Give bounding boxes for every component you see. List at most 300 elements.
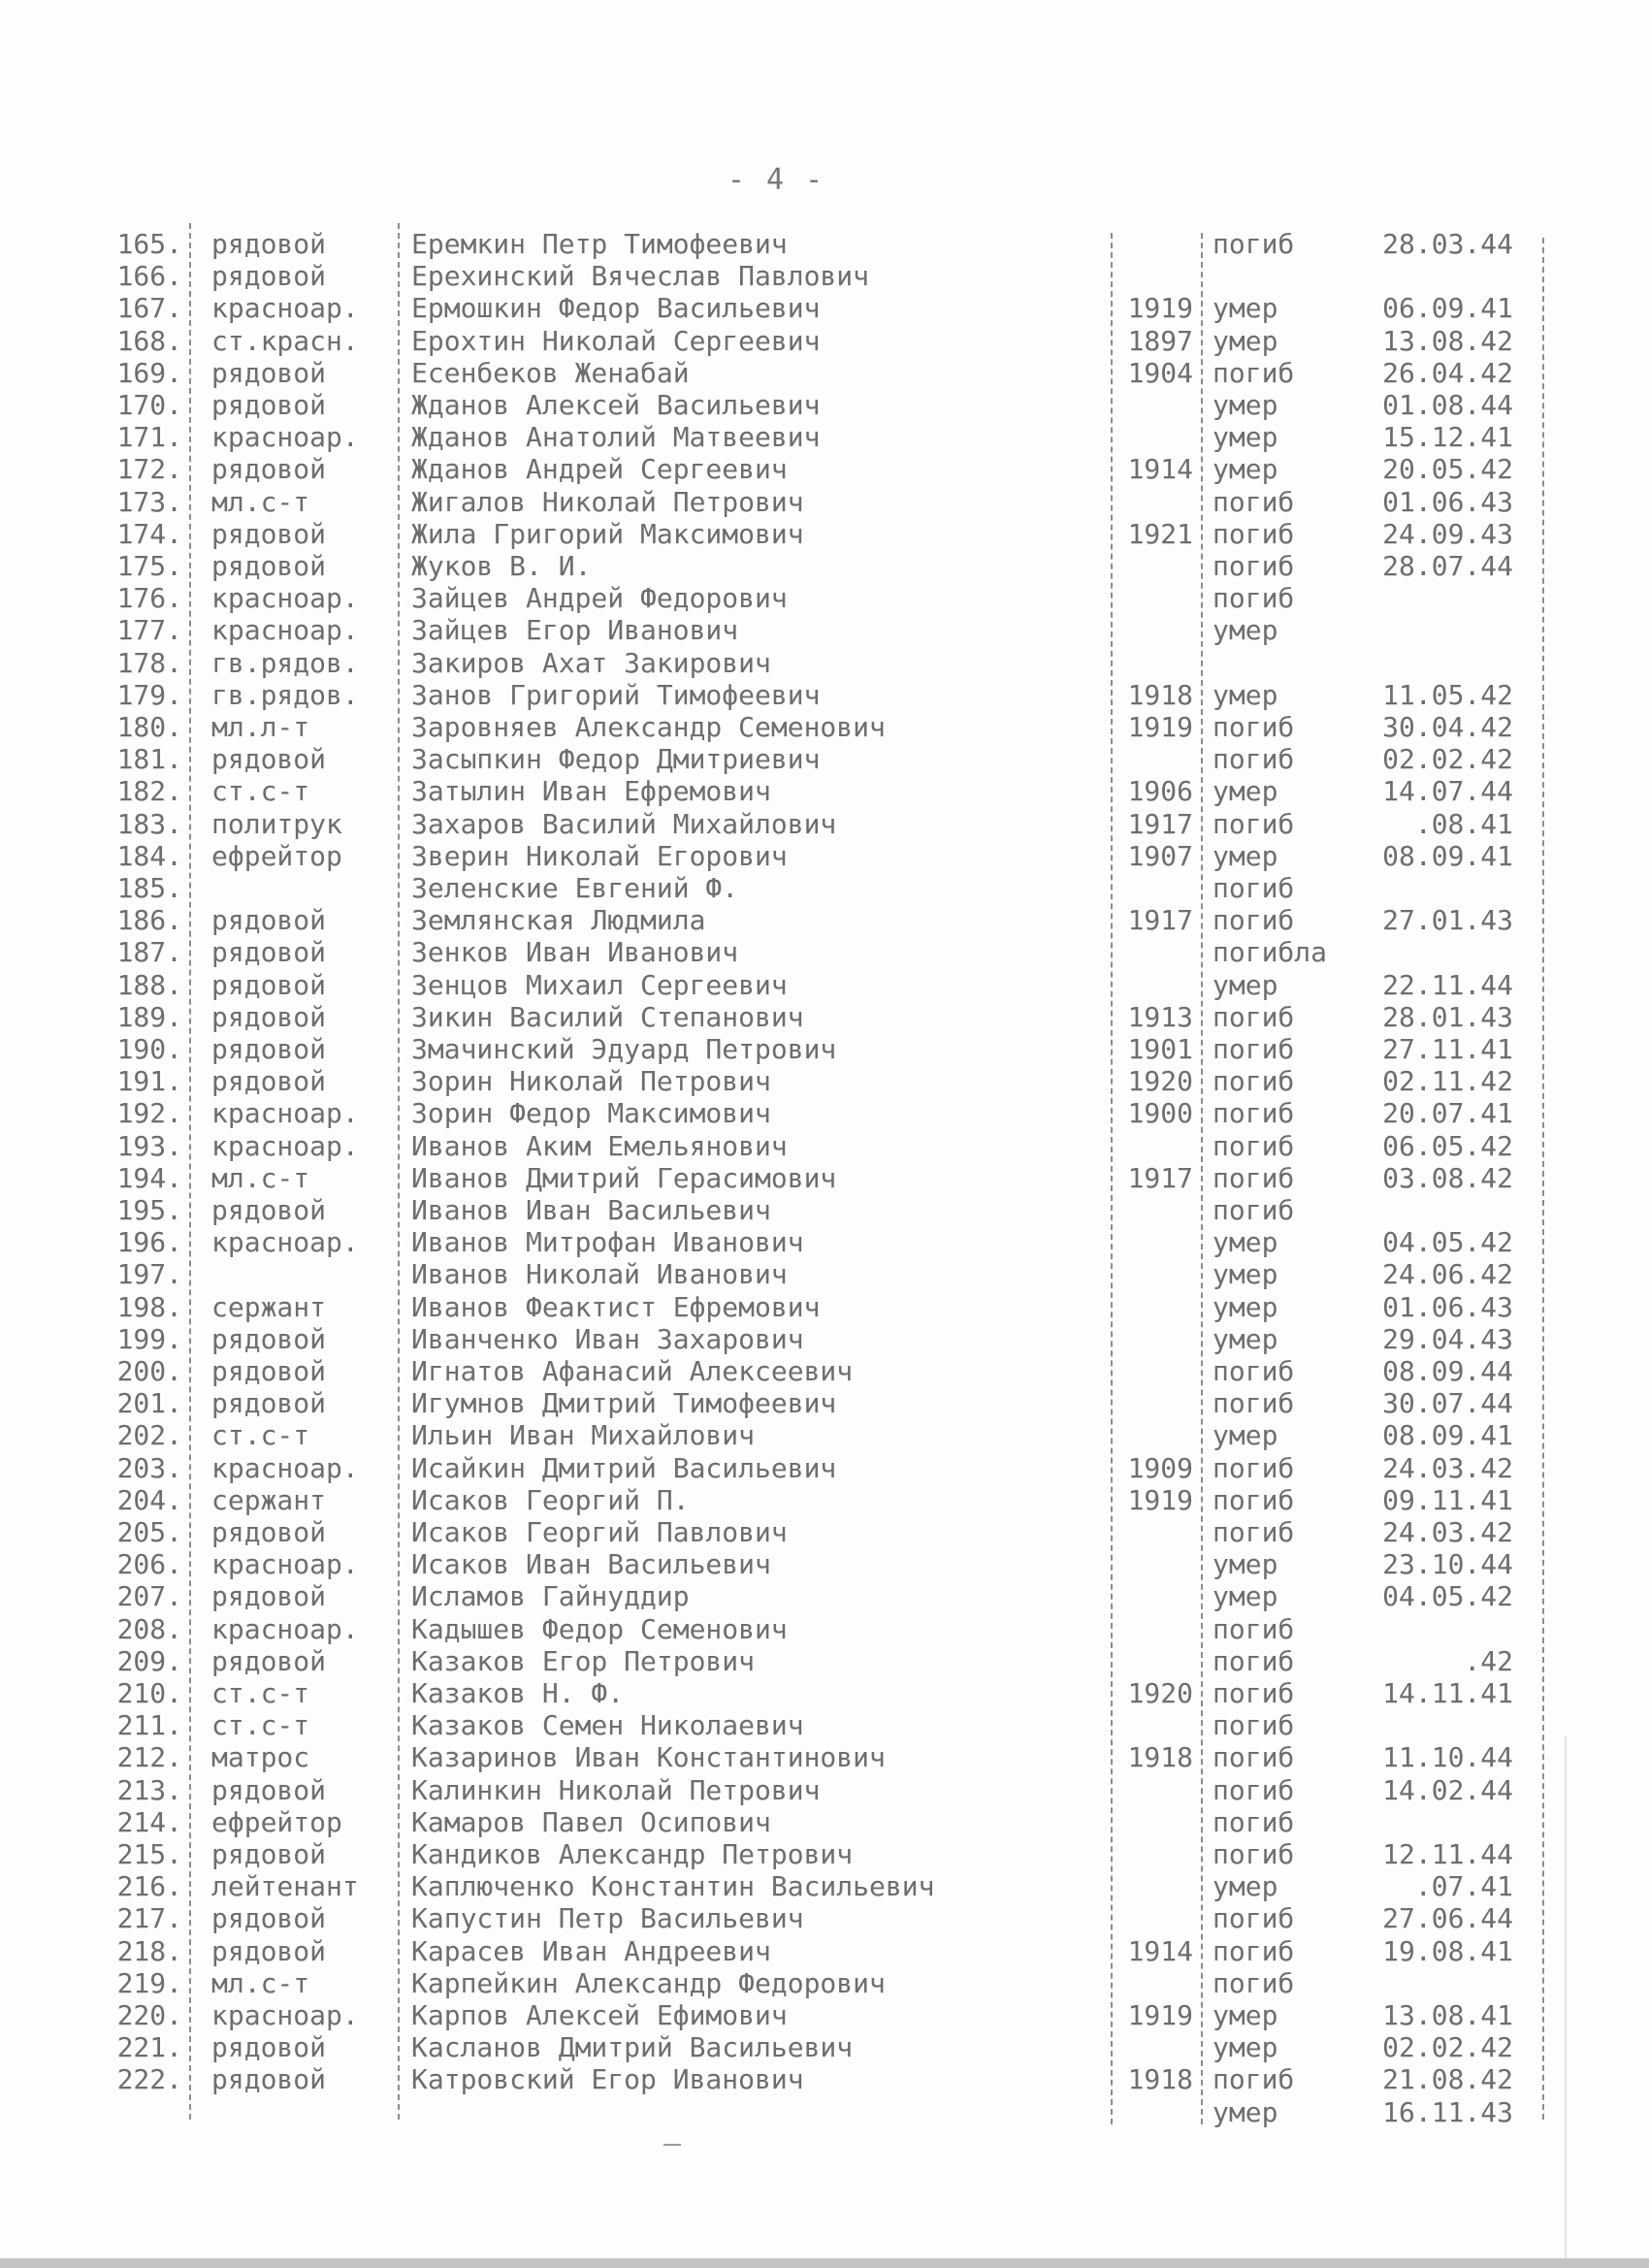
cell-fate: умер [1212,1290,1278,1323]
cell-num: 214. [116,1805,182,1838]
cell-rank: рядовой [211,1322,327,1355]
cell-rank: ст.с-т [211,1709,310,1742]
table-row [0,1870,1649,1902]
cell-num: 174. [116,517,182,550]
cell-year: 1919 [1127,292,1193,325]
cell-rank: ефрейтор [211,839,342,872]
cell-year: 1909 [1127,1451,1193,1484]
cell-year: 1904 [1127,356,1193,389]
cell-year: 1913 [1127,1000,1193,1033]
cell-rank: ст.с-т [211,1677,310,1709]
cell-num: 186. [116,904,182,937]
cell-num: 194. [116,1161,182,1194]
cell-num: 209. [116,1644,182,1677]
cell-num: 219. [116,1966,182,1999]
table-row [0,1033,1649,1065]
table-row [0,260,1649,292]
cell-rank: рядовой [211,517,327,550]
cell-year: 1918 [1127,2063,1193,2096]
cell-num: 196. [116,1226,182,1259]
cell-num: 170. [116,389,182,421]
cell-rank: матрос [211,1741,310,1774]
cell-num: 201. [116,1387,182,1420]
cell-rank: политрук [211,807,342,840]
cell-name: Землянская Людмила [411,904,706,937]
cell-year: 1919 [1127,1483,1193,1516]
cell-rank: рядовой [211,968,327,1001]
table-row [0,904,1649,936]
cell-name: Камаров Павел Осипович [411,1805,771,1838]
cell-rank: рядовой [211,904,327,937]
cell-fate: погиб [1212,1773,1295,1806]
cell-date: .08.41 [1414,807,1513,840]
table-row [0,2063,1649,2095]
cell-name: Ермошкин Федор Васильевич [411,292,821,325]
table-row [0,1613,1649,1645]
cell-date: 28.01.43 [1382,1000,1513,1033]
cell-fate: погиб [1212,582,1295,615]
cell-name: Закиров Ахат Закирович [411,646,771,679]
cell-num: 203. [116,1451,182,1484]
column-separator [1111,233,1113,2124]
cell-num: 190. [116,1033,182,1065]
cell-date: 27.06.44 [1382,1902,1513,1935]
cell-fate: умер [1212,1548,1278,1581]
cell-fate: умер [1212,2031,1278,2064]
cell-fate: умер [1212,839,1278,872]
table-row [0,1323,1649,1355]
cell-date: 01.08.44 [1382,389,1513,421]
table-row [0,486,1649,518]
cell-rank: рядовой [211,1644,327,1677]
cell-rank: красноар. [211,292,359,325]
cell-date: 13.08.41 [1382,1999,1513,2031]
cell-fate: умер [1212,292,1278,325]
cell-fate: погиб [1212,485,1295,518]
cell-fate: умер [1212,1258,1278,1291]
cell-rank: рядовой [211,2031,327,2064]
table-row [0,453,1649,485]
cell-name: Иванов Митрофан Иванович [411,1226,804,1259]
cell-date: 26.04.42 [1382,356,1513,389]
cell-rank: гв.рядов. [211,678,359,711]
cell-fate: погиб [1212,517,1295,550]
cell-name: Игнатов Афанасий Алексеевич [411,1355,854,1387]
cell-name: Жданов Андрей Сергеевич [411,453,788,486]
cell-name: Засыпкин Федор Дмитриевич [411,743,821,776]
cell-num: 167. [116,292,182,325]
table-row [0,711,1649,743]
table-row [0,1097,1649,1129]
cell-name: Есенбеков Женабай [411,356,690,389]
cell-date: 04.05.42 [1382,1226,1513,1259]
cell-date: 19.08.41 [1382,1934,1513,1967]
cell-rank: рядовой [211,1000,327,1033]
cell-num: 207. [116,1580,182,1613]
cell-date: 02.02.42 [1382,2031,1513,2064]
cell-rank: красноар. [211,1129,359,1162]
cell-num: 200. [116,1355,182,1387]
cell-name: Жданов Анатолий Матвеевич [411,421,821,454]
cell-num: 176. [116,582,182,615]
cell-fate: умер [1212,324,1278,357]
cell-year: 1906 [1127,775,1193,808]
cell-rank: рядовой [211,743,327,776]
cell-num: 202. [116,1419,182,1452]
table-row [0,2096,1649,2128]
table-row [0,421,1649,453]
cell-num: 206. [116,1548,182,1581]
cell-name: Жданов Алексей Васильевич [411,389,821,421]
cell-num: 197. [116,1258,182,1291]
cell-rank: рядовой [211,260,327,293]
cell-num: 165. [116,228,182,260]
cell-name: Казаков Егор Петрович [411,1644,756,1677]
cell-date: 02.11.42 [1382,1065,1513,1098]
cell-date: 01.06.43 [1382,1290,1513,1323]
cell-num: 204. [116,1483,182,1516]
cell-name: Зикин Василий Степанович [411,1000,804,1033]
table-row [0,357,1649,389]
cell-rank: красноар. [211,1451,359,1484]
column-separator [398,223,400,2120]
cell-name: Каплюченко Константин Васильевич [411,1870,935,1903]
cell-fate: умер [1212,678,1278,711]
cell-rank: лейтенант [211,1870,359,1903]
bottom-mark [663,2144,681,2146]
cell-name: Исаков Георгий П. [411,1483,690,1516]
cell-name: Ерехинский Вячеслав Павлович [411,260,870,293]
cell-rank: красноар. [211,1226,359,1259]
table-row [0,1484,1649,1516]
cell-year: 1920 [1127,1677,1193,1709]
cell-num: 216. [116,1870,182,1903]
cell-rank: мл.л-т [211,711,310,743]
cell-name: Затылин Иван Ефремович [411,775,771,808]
cell-year: 1901 [1127,1033,1193,1065]
cell-fate: погиб [1212,1033,1295,1065]
cell-fate: погиб [1212,1612,1295,1645]
table-row [0,1516,1649,1548]
cell-name: Казаков Семен Николаевич [411,1709,804,1742]
cell-rank: рядовой [211,1516,327,1548]
cell-fate: погиб [1212,1516,1295,1548]
table-row [0,1806,1649,1838]
table-row [0,1645,1649,1677]
cell-num: 188. [116,968,182,1001]
cell-name: Занов Григорий Тимофеевич [411,678,821,711]
cell-name: Карпейкин Александр Федорович [411,1966,886,1999]
table-row [0,1774,1649,1806]
cell-num: 195. [116,1194,182,1226]
cell-rank: красноар. [211,421,359,454]
cell-year: 1918 [1127,678,1193,711]
table-row [0,1065,1649,1097]
cell-name: Казаков Н. Ф. [411,1677,625,1709]
cell-year: 1914 [1127,453,1193,486]
cell-num: 211. [116,1709,182,1742]
cell-year: 1914 [1127,1934,1193,1967]
cell-date: 28.03.44 [1382,228,1513,260]
cell-num: 213. [116,1773,182,1806]
cell-year: 1900 [1127,1097,1193,1130]
cell-rank: гв.рядов. [211,646,359,679]
table-row [0,647,1649,679]
cell-name: Калинкин Николай Петрович [411,1773,821,1806]
table-row [0,2031,1649,2063]
cell-fate: погиб [1212,550,1295,582]
cell-year: 1919 [1127,711,1193,743]
cell-name: Исаков Георгий Павлович [411,1516,788,1548]
cell-date: 15.12.41 [1382,421,1513,454]
cell-date: 28.07.44 [1382,550,1513,582]
table-row [0,550,1649,582]
cell-date: 11.10.44 [1382,1741,1513,1774]
cell-rank: рядовой [211,2063,327,2096]
cell-num: 193. [116,1129,182,1162]
cell-fate: погиб [1212,807,1295,840]
cell-name: Кадышев Федор Семенович [411,1612,788,1645]
cell-rank: рядовой [211,1065,327,1098]
cell-rank: рядовой [211,453,327,486]
cell-date: 24.03.42 [1382,1516,1513,1548]
cell-fate: погиб [1212,1805,1295,1838]
cell-fate: умер [1212,1999,1278,2031]
margin-rule [1565,1736,1567,2268]
cell-fate: погиб [1212,904,1295,937]
cell-fate: погиб [1212,1387,1295,1420]
cell-num: 189. [116,1000,182,1033]
cell-date: 04.05.42 [1382,1580,1513,1613]
cell-name: Катровский Егор Иванович [411,2063,804,2096]
cell-date: 01.06.43 [1382,485,1513,518]
cell-rank: ефрейтор [211,1805,342,1838]
table-row [0,1387,1649,1419]
cell-name: Исайкин Дмитрий Васильевич [411,1451,837,1484]
cell-num: 221. [116,2031,182,2064]
table-row [0,872,1649,904]
cell-num: 166. [116,260,182,293]
cell-date: 30.04.42 [1382,711,1513,743]
cell-fate: погиб [1212,1355,1295,1387]
cell-name: Змачинский Эдуард Петрович [411,1033,837,1065]
cell-name: Исаков Иван Васильевич [411,1548,771,1581]
cell-date: 20.05.42 [1382,453,1513,486]
cell-date: 02.02.42 [1382,743,1513,776]
cell-fate: погиб [1212,1741,1295,1774]
table-row [0,325,1649,357]
table-row [0,1258,1649,1290]
cell-year: 1919 [1127,1999,1193,2031]
cell-num: 212. [116,1741,182,1774]
cell-year: 1917 [1127,1161,1193,1194]
cell-name: Зенков Иван Иванович [411,936,739,969]
cell-date: 11.05.42 [1382,678,1513,711]
table-row [0,1001,1649,1033]
cell-fate: погиб [1212,1129,1295,1162]
cell-num: 175. [116,550,182,582]
cell-date: 08.09.44 [1382,1355,1513,1387]
cell-num: 171. [116,421,182,454]
cell-num: 180. [116,711,182,743]
cell-fate: погиб [1212,1065,1295,1098]
cell-year: 1921 [1127,517,1193,550]
cell-num: 177. [116,614,182,647]
table-row [0,614,1649,646]
cell-fate: погиб [1212,1194,1295,1226]
table-row [0,969,1649,1001]
column-separator [189,223,191,2120]
table-row [0,1838,1649,1870]
cell-fate: умер [1212,968,1278,1001]
cell-fate: умер [1212,1419,1278,1452]
cell-fate: погиб [1212,1902,1295,1935]
cell-rank: рядовой [211,356,327,389]
cell-year: 1917 [1127,904,1193,937]
cell-name: Еремкин Петр Тимофеевич [411,228,788,260]
cell-fate: погиб [1212,1161,1295,1194]
cell-fate: погиб [1212,1709,1295,1742]
cell-date: 03.08.42 [1382,1161,1513,1194]
cell-fate: погиб [1212,743,1295,776]
cell-name: Жуков В. И. [411,550,592,582]
cell-date: 09.11.41 [1382,1483,1513,1516]
cell-date: 21.08.42 [1382,2063,1513,2096]
cell-date: 12.11.44 [1382,1838,1513,1870]
cell-name: Кандиков Александр Петрович [411,1838,854,1870]
cell-num: 222. [116,2063,182,2096]
table-row [0,1741,1649,1773]
cell-date: 24.06.42 [1382,1258,1513,1291]
table-row [0,775,1649,807]
cell-num: 173. [116,485,182,518]
table-row [0,1709,1649,1741]
cell-num: 191. [116,1065,182,1098]
table-row [0,840,1649,872]
table-row [0,389,1649,421]
cell-name: Иванов Дмитрий Герасимович [411,1161,837,1194]
cell-num: 183. [116,807,182,840]
cell-name: Иванов Николай Иванович [411,1258,788,1291]
cell-date: 14.07.44 [1382,775,1513,808]
cell-fate: умер [1212,421,1278,454]
cell-num: 205. [116,1516,182,1548]
cell-fate: погиб [1212,1451,1295,1484]
cell-num: 187. [116,936,182,969]
cell-num: 215. [116,1838,182,1870]
table-row [0,1355,1649,1387]
cell-date: .42 [1464,1644,1513,1677]
cell-num: 184. [116,839,182,872]
cell-fate: погиб [1212,872,1295,904]
cell-num: 220. [116,1999,182,2031]
cell-num: 217. [116,1902,182,1935]
cell-name: Зеленские Евгений Ф. [411,872,739,904]
cell-date: 30.07.44 [1382,1387,1513,1420]
cell-num: 210. [116,1677,182,1709]
cell-fate: погиб [1212,2063,1295,2096]
cell-year: 1897 [1127,324,1193,357]
cell-date: .07.41 [1414,1870,1513,1903]
cell-date: 08.09.41 [1382,839,1513,872]
cell-num: 198. [116,1290,182,1323]
cell-rank: красноар. [211,614,359,647]
cell-date: 22.11.44 [1382,968,1513,1001]
cell-name: Зайцев Егор Иванович [411,614,739,647]
cell-fate: умер [1212,2095,1278,2128]
table-row [0,1419,1649,1451]
table-row [0,1999,1649,2031]
cell-fate: умер [1212,1226,1278,1259]
cell-name: Иванченко Иван Захарович [411,1322,804,1355]
table-row [0,679,1649,711]
scan-edge [0,2258,1649,2268]
cell-rank: рядовой [211,936,327,969]
cell-num: 185. [116,872,182,904]
cell-name: Капустин Петр Васильевич [411,1902,804,1935]
cell-rank: сержант [211,1290,327,1323]
cell-rank: рядовой [211,1194,327,1226]
cell-fate: погиб [1212,1483,1295,1516]
cell-rank: ст.красн. [211,324,359,357]
cell-date: 14.11.41 [1382,1677,1513,1709]
cell-rank: мл.с-т [211,1966,310,1999]
cell-rank: рядовой [211,1934,327,1967]
cell-fate: погиб [1212,356,1295,389]
cell-num: 179. [116,678,182,711]
table-row [0,1677,1649,1709]
cell-fate: погиб [1212,1644,1295,1677]
cell-rank: красноар. [211,1097,359,1130]
cell-name: Зорин Николай Петрович [411,1065,771,1098]
table-row [0,1162,1649,1194]
cell-num: 199. [116,1322,182,1355]
cell-rank: красноар. [211,582,359,615]
cell-date: 06.05.42 [1382,1129,1513,1162]
cell-name: Заровняев Александр Семенович [411,711,886,743]
cell-rank: красноар. [211,1999,359,2031]
cell-name: Иванов Феактист Ефремович [411,1290,821,1323]
cell-rank: рядовой [211,1773,327,1806]
cell-year: 1920 [1127,1065,1193,1098]
cell-fate: умер [1212,614,1278,647]
table-row [0,1935,1649,1967]
cell-rank: сержант [211,1483,327,1516]
cell-rank: мл.с-т [211,485,310,518]
cell-name: Карасев Иван Андреевич [411,1934,771,1967]
cell-fate: погиб [1212,228,1295,260]
cell-num: 172. [116,453,182,486]
cell-date: 24.03.42 [1382,1451,1513,1484]
cell-fate: умер [1212,1322,1278,1355]
cell-num: 168. [116,324,182,357]
table-row [0,1291,1649,1323]
cell-rank: рядовой [211,228,327,260]
cell-year: 1918 [1127,1741,1193,1774]
table-row [0,1580,1649,1612]
cell-name: Карпов Алексей Ефимович [411,1999,788,2031]
cell-rank: рядовой [211,1838,327,1870]
table-row [0,1130,1649,1162]
cell-fate: умер [1212,389,1278,421]
cell-rank: красноар. [211,1548,359,1581]
cell-name: Зверин Николай Егорович [411,839,788,872]
cell-name: Иванов Иван Васильевич [411,1194,771,1226]
cell-date: 14.02.44 [1382,1773,1513,1806]
cell-rank: рядовой [211,1033,327,1065]
cell-rank: рядовой [211,1355,327,1387]
cell-date: 24.09.43 [1382,517,1513,550]
